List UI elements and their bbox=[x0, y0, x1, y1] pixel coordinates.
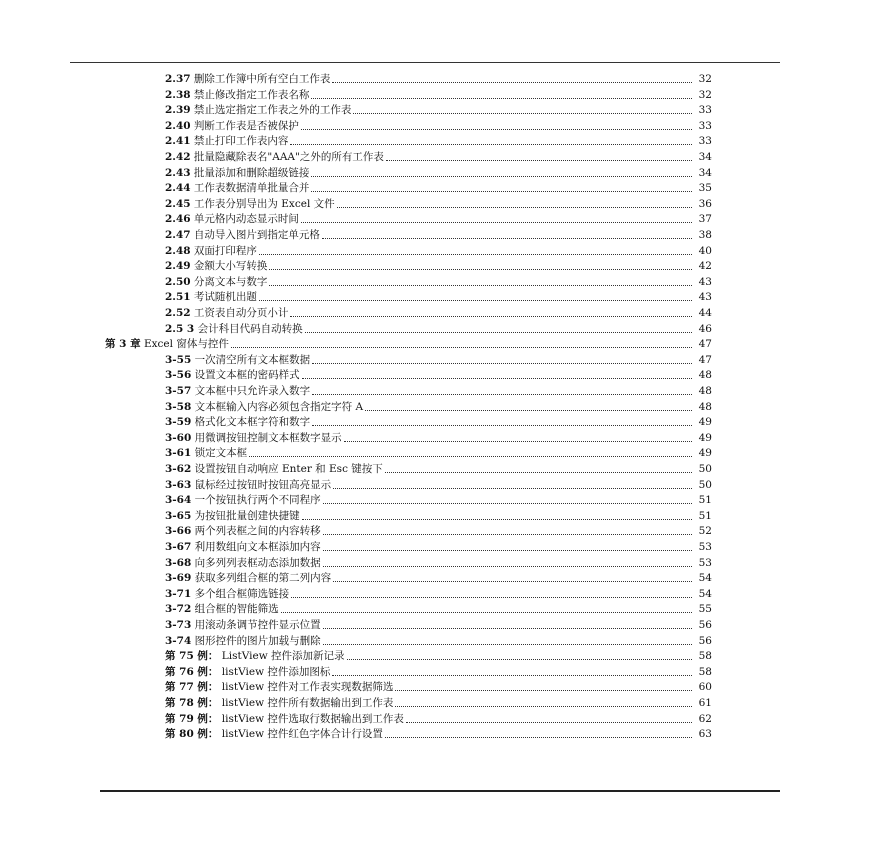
toc-entry-page: 56 bbox=[698, 619, 712, 631]
toc-entry-title: 格式化文本框字符和数字 bbox=[194, 416, 311, 429]
toc-entry-label bbox=[165, 619, 321, 632]
dot-leader bbox=[332, 675, 692, 676]
toc-entry bbox=[165, 678, 712, 694]
toc-entry bbox=[165, 554, 712, 570]
dot-leader bbox=[311, 191, 692, 192]
toc-entry-number: 2.50 bbox=[165, 275, 191, 288]
toc-entry bbox=[165, 320, 712, 336]
toc-entry-number: 3-62 bbox=[165, 463, 192, 475]
toc-entry bbox=[165, 257, 712, 273]
toc-entry-number: 3-71 bbox=[165, 587, 192, 600]
footer-rule bbox=[100, 790, 780, 792]
toc-entry-label bbox=[165, 307, 288, 320]
dot-leader bbox=[395, 706, 692, 707]
toc-entry-page: 34 bbox=[698, 166, 712, 179]
toc-entry-page: 50 bbox=[698, 478, 712, 491]
toc-entry-label bbox=[165, 681, 393, 694]
toc-entry bbox=[165, 273, 712, 289]
toc-entry bbox=[165, 725, 712, 741]
toc-entry-page: 54 bbox=[698, 572, 712, 585]
toc-entry-title: 工资表自动分页小计 bbox=[193, 307, 289, 319]
toc-entry-title: 分离文本与数字 bbox=[193, 275, 268, 288]
dot-leader bbox=[323, 503, 692, 504]
toc-entry-label bbox=[165, 120, 299, 133]
dot-leader bbox=[323, 628, 692, 629]
dot-leader bbox=[323, 550, 692, 551]
toc-entry-title: 工作表数据清单批量合并 bbox=[193, 182, 310, 195]
dot-leader bbox=[311, 98, 692, 99]
toc-entry-title: 设置文本框的密码样式 bbox=[194, 369, 300, 382]
dot-leader bbox=[385, 472, 692, 473]
toc-entry-label bbox=[165, 603, 279, 616]
toc-entry-number: 第 3 章 bbox=[105, 338, 141, 351]
dot-leader bbox=[259, 254, 692, 255]
toc-entry bbox=[165, 195, 712, 211]
toc-entry-label bbox=[165, 198, 335, 211]
toc-entry bbox=[165, 148, 712, 164]
toc-entry-title: 批量隐藏除表名"AAA"之外的所有工作表 bbox=[193, 151, 384, 163]
toc-entry-page: 63 bbox=[698, 728, 712, 741]
toc-entry-title: listView 控件对工作表实现数据筛选 bbox=[221, 681, 394, 694]
toc-entry-number: 3-59 bbox=[165, 416, 192, 429]
toc-entry-label bbox=[165, 697, 393, 710]
toc-entry-number: 2.48 bbox=[165, 244, 191, 257]
toc-entry-title: 金额大小写转换 bbox=[193, 260, 268, 273]
toc-entry-number: 3-61 bbox=[165, 447, 192, 460]
dot-leader bbox=[322, 238, 692, 239]
toc-entry-label bbox=[165, 479, 331, 492]
toc-entry-label bbox=[165, 650, 345, 663]
dot-leader bbox=[395, 690, 692, 691]
toc-entry bbox=[165, 304, 712, 320]
toc-entry bbox=[165, 647, 712, 663]
toc-entry-page: 34 bbox=[698, 151, 712, 163]
toc-entry bbox=[165, 444, 712, 460]
toc-entry-title: 单元格内动态显示时间 bbox=[193, 213, 299, 226]
toc-entry-label bbox=[165, 572, 331, 585]
dot-leader bbox=[385, 737, 692, 738]
toc-entry-number: 3-72 bbox=[165, 603, 192, 616]
toc-entry-title: 利用数组向文本框添加内容 bbox=[194, 541, 321, 553]
toc-entry-label bbox=[165, 229, 320, 242]
dot-leader bbox=[333, 488, 692, 489]
toc-entry bbox=[165, 101, 712, 117]
dot-leader bbox=[323, 644, 692, 645]
toc-entry-number: 2.39 bbox=[165, 104, 191, 117]
toc-entry-title: 会计科目代码自动转换 bbox=[197, 322, 303, 335]
toc-entry-number: 2.38 bbox=[165, 88, 191, 101]
toc-entry-label bbox=[165, 167, 309, 180]
toc-entry-page: 54 bbox=[698, 587, 712, 600]
toc-entry-number: 3-55 bbox=[165, 353, 192, 366]
toc-entry-label bbox=[165, 245, 257, 258]
toc-entry-title: 文本框输入内容必须包含指定字符 A bbox=[194, 400, 364, 413]
toc-entry-number: 3-69 bbox=[165, 572, 192, 585]
toc-entry-number: 3-68 bbox=[165, 556, 192, 569]
toc-entry-title: listView 控件添加图标 bbox=[221, 665, 331, 678]
toc-entry-label bbox=[165, 510, 300, 523]
toc-entry-number: 3-65 bbox=[165, 509, 192, 522]
toc-entry-page: 35 bbox=[698, 182, 712, 195]
toc-entry-title: 组合框的智能筛选 bbox=[194, 603, 279, 616]
toc-entry-title: 获取多列组合框的第二列内容 bbox=[194, 572, 332, 585]
toc-entry-title: 考试随机出题 bbox=[193, 291, 257, 304]
dot-leader bbox=[290, 144, 692, 145]
toc-entry-page: 49 bbox=[698, 447, 712, 460]
toc-entry-title: 一次清空所有文本框数据 bbox=[194, 353, 311, 366]
toc-entry-page: 51 bbox=[698, 509, 712, 522]
toc-entry-number: 2.5 3 bbox=[165, 322, 195, 335]
toc-entry-page: 62 bbox=[698, 712, 712, 725]
toc-entry-page: 44 bbox=[698, 307, 712, 319]
toc-entry-number: 3-63 bbox=[165, 478, 192, 491]
toc-entry bbox=[165, 538, 712, 554]
toc-entry-page: 58 bbox=[698, 665, 712, 678]
toc-entry bbox=[165, 366, 712, 382]
toc-entry-title: 多个组合框筛选链接 bbox=[194, 587, 290, 600]
toc-entry bbox=[165, 382, 712, 398]
dot-leader bbox=[302, 519, 692, 520]
toc-entry-number: 2.47 bbox=[165, 229, 191, 241]
dot-leader bbox=[323, 534, 692, 535]
toc-entry-number: 2.37 bbox=[165, 73, 191, 85]
toc-entry-label bbox=[165, 525, 321, 538]
dot-leader bbox=[347, 659, 692, 660]
toc-entry-page: 53 bbox=[698, 556, 712, 569]
toc-entry-page: 33 bbox=[698, 119, 712, 132]
toc-entry-page: 49 bbox=[698, 416, 712, 429]
toc-entry-label bbox=[165, 276, 267, 289]
toc-entry-title: 文本框中只允许录入数字 bbox=[194, 385, 311, 397]
toc-entry-title: listView 控件红色字体合计行设置 bbox=[221, 728, 383, 741]
toc-entry-title: 工作表分别导出为 Excel 文件 bbox=[193, 197, 335, 210]
toc-entry bbox=[165, 398, 712, 414]
toc-entry-page: 40 bbox=[698, 244, 712, 257]
toc-entry-number: 2.43 bbox=[165, 166, 191, 179]
toc-entry-number: 3-56 bbox=[165, 369, 192, 382]
toc-entry-page: 49 bbox=[698, 431, 712, 444]
toc-entry bbox=[165, 491, 712, 507]
toc-entry-number: 3-74 bbox=[165, 634, 192, 647]
toc-entry bbox=[165, 351, 712, 367]
dot-leader bbox=[332, 82, 692, 83]
toc-entry-label bbox=[165, 401, 363, 414]
toc-entry-page: 51 bbox=[698, 494, 712, 507]
toc-entry bbox=[165, 460, 712, 476]
toc-entry-page: 42 bbox=[698, 260, 712, 273]
toc-entry-page: 50 bbox=[698, 463, 712, 475]
toc-entry-title: 一个按钮执行两个不同程序 bbox=[194, 494, 321, 507]
toc-entry-page: 43 bbox=[698, 291, 712, 304]
toc-entry-label bbox=[165, 541, 321, 554]
toc-entry-label bbox=[105, 338, 229, 351]
toc-entry-number: 3-58 bbox=[165, 400, 192, 413]
toc-entry-page: 52 bbox=[698, 525, 712, 538]
toc-entry bbox=[165, 210, 712, 226]
toc-entry-page: 48 bbox=[698, 369, 712, 382]
toc-entry-title: 批量添加和删除超级链接 bbox=[193, 166, 310, 179]
dot-leader bbox=[291, 597, 692, 598]
toc-entry-label bbox=[165, 635, 321, 648]
toc-entry-number: 2.41 bbox=[165, 135, 191, 148]
toc-entry bbox=[165, 476, 712, 492]
toc-entry-number: 第 79 例： bbox=[165, 712, 219, 725]
toc-entry-label bbox=[165, 588, 289, 601]
dot-leader bbox=[344, 441, 692, 442]
toc-entry-page: 38 bbox=[698, 229, 712, 241]
toc-entry-title: 用微调按钮控制文本框数字显示 bbox=[194, 431, 342, 444]
dot-leader bbox=[301, 222, 692, 223]
toc-entry-number: 3-64 bbox=[165, 494, 192, 507]
toc-entry-number: 3-60 bbox=[165, 431, 192, 444]
toc-entry-label bbox=[165, 104, 351, 117]
toc-entry-page: 53 bbox=[698, 541, 712, 553]
toc-entry-title: 禁止选定指定工作表之外的工作表 bbox=[193, 104, 352, 117]
toc-entry bbox=[165, 585, 712, 601]
toc-entry-number: 2.42 bbox=[165, 151, 191, 163]
toc-entry-page: 56 bbox=[698, 634, 712, 647]
toc-entry-label bbox=[165, 416, 310, 429]
toc-entry-page: 60 bbox=[698, 681, 712, 694]
toc-entry-page: 37 bbox=[698, 213, 712, 226]
toc-entry-title: 判断工作表是否被保护 bbox=[193, 119, 299, 132]
dot-leader bbox=[302, 378, 692, 379]
toc-entry-number: 3-73 bbox=[165, 619, 192, 631]
toc-entry bbox=[165, 226, 712, 242]
toc-entry-label bbox=[165, 463, 383, 476]
toc-entry bbox=[165, 288, 712, 304]
dot-leader bbox=[312, 363, 692, 364]
toc-entry-label bbox=[165, 354, 310, 367]
toc-entry-page: 61 bbox=[698, 697, 712, 709]
toc-entry bbox=[165, 179, 712, 195]
toc-entry-label bbox=[165, 369, 300, 382]
toc-entry-page: 32 bbox=[698, 88, 712, 101]
dot-leader bbox=[312, 394, 692, 395]
dot-leader bbox=[311, 176, 692, 177]
toc-entry-page: 47 bbox=[698, 338, 712, 351]
toc-entry-title: 自动导入图片到指定单元格 bbox=[193, 229, 320, 241]
dot-leader bbox=[301, 129, 692, 130]
toc-entry bbox=[165, 522, 712, 538]
toc-entry-label bbox=[165, 89, 309, 102]
toc-entry-page: 32 bbox=[698, 73, 712, 85]
toc-entry-label bbox=[165, 151, 384, 164]
dot-leader bbox=[386, 160, 692, 161]
dot-leader bbox=[323, 566, 692, 567]
dot-leader bbox=[259, 300, 692, 301]
toc-entry bbox=[165, 413, 712, 429]
dot-leader bbox=[337, 207, 692, 208]
dot-leader bbox=[249, 456, 692, 457]
toc-entry-label bbox=[165, 135, 288, 148]
toc-entry bbox=[165, 569, 712, 585]
toc-entry-label bbox=[165, 728, 383, 741]
toc-entry bbox=[165, 242, 712, 258]
toc-entry-number: 3-57 bbox=[165, 385, 192, 397]
toc-entry-page: 46 bbox=[698, 322, 712, 335]
toc-entry bbox=[165, 70, 712, 86]
dot-leader bbox=[312, 425, 692, 426]
toc-entry-number: 2.49 bbox=[165, 260, 191, 273]
toc-entry bbox=[165, 86, 712, 102]
toc-entry-number: 3-66 bbox=[165, 525, 192, 538]
toc-entry-label bbox=[165, 666, 330, 679]
toc-entry-label bbox=[165, 432, 342, 445]
toc-entry-page: 48 bbox=[698, 385, 712, 397]
dot-leader bbox=[281, 612, 692, 613]
toc-entry bbox=[165, 429, 712, 445]
toc-entry-title: Excel 窗体与控件 bbox=[143, 338, 229, 351]
toc-entry-label bbox=[165, 73, 330, 86]
dot-leader bbox=[269, 285, 692, 286]
dot-leader bbox=[406, 722, 692, 723]
toc-entry-title: 为按钮批量创建快捷键 bbox=[194, 509, 300, 522]
toc-entry-number: 2.46 bbox=[165, 213, 191, 226]
toc-entry bbox=[165, 710, 712, 726]
toc-entry bbox=[105, 335, 712, 351]
toc-entry-number: 第 77 例： bbox=[165, 681, 219, 694]
toc-entry-title: 锁定文本框 bbox=[194, 447, 248, 460]
toc-entry-title: 图形控件的图片加载与删除 bbox=[194, 634, 321, 647]
toc-entry-number: 2.51 bbox=[165, 291, 191, 304]
toc-entry bbox=[165, 117, 712, 133]
toc-entry bbox=[165, 507, 712, 523]
toc-entry-number: 2.45 bbox=[165, 197, 191, 210]
toc-entry bbox=[165, 694, 712, 710]
toc-entry-page: 36 bbox=[698, 197, 712, 210]
dot-leader bbox=[365, 410, 692, 411]
toc-entry-label bbox=[165, 385, 310, 398]
toc-entry-title: 两个列表框之间的内容转移 bbox=[194, 525, 321, 538]
toc-entry-title: listView 控件选取行数据输出到工作表 bbox=[221, 712, 404, 725]
dot-leader bbox=[305, 332, 692, 333]
toc-entry-title: 删除工作簿中所有空白工作表 bbox=[193, 73, 331, 85]
dot-leader bbox=[333, 581, 692, 582]
toc-entry-title: 禁止修改指定工作表名称 bbox=[193, 88, 310, 101]
toc-entry bbox=[165, 164, 712, 180]
toc-entry-label bbox=[165, 182, 309, 195]
toc-entry-label bbox=[165, 713, 404, 726]
toc-entry-page: 58 bbox=[698, 650, 712, 663]
dot-leader bbox=[231, 347, 692, 348]
toc-entry-title: 禁止打印工作表内容 bbox=[193, 135, 289, 148]
dot-leader bbox=[290, 316, 692, 317]
toc-entry-page: 33 bbox=[698, 104, 712, 117]
toc-entry-label bbox=[165, 213, 299, 226]
toc-entry-page: 33 bbox=[698, 135, 712, 148]
toc-entry bbox=[165, 632, 712, 648]
toc-entry bbox=[165, 616, 712, 632]
toc-entry-number: 2.52 bbox=[165, 307, 191, 319]
toc-entry-title: 设置按钮自动响应 Enter 和 Esc 键按下 bbox=[194, 463, 383, 475]
toc-entry-number: 2.40 bbox=[165, 119, 191, 132]
toc-entry-title: 用滚动条调节控件显示位置 bbox=[194, 619, 321, 631]
toc-entry-number: 第 76 例： bbox=[165, 665, 219, 678]
toc-entry-label bbox=[165, 323, 303, 336]
toc-entry-number: 第 78 例： bbox=[165, 697, 219, 709]
toc-entry bbox=[165, 600, 712, 616]
toc-entry-page: 55 bbox=[698, 603, 712, 616]
dot-leader bbox=[353, 113, 692, 114]
toc-entry-title: 向多列列表框动态添加数据 bbox=[194, 556, 321, 569]
toc-entry-number: 第 75 例： bbox=[165, 650, 219, 663]
toc-entry-page: 47 bbox=[698, 353, 712, 366]
toc-entry-number: 第 80 例： bbox=[165, 728, 219, 741]
toc-entry-page: 48 bbox=[698, 400, 712, 413]
toc-entry-label bbox=[165, 447, 247, 460]
header-rule bbox=[70, 62, 780, 63]
toc-entry-label bbox=[165, 260, 267, 273]
toc-entry bbox=[165, 663, 712, 679]
toc-entry-title: ListView 控件添加新记录 bbox=[221, 650, 345, 663]
toc-entry-label bbox=[165, 291, 257, 304]
toc-entry bbox=[165, 132, 712, 148]
toc-entry-title: 双面打印程序 bbox=[193, 244, 257, 257]
toc-entry-label bbox=[165, 494, 321, 507]
toc-entry-number: 3-67 bbox=[165, 541, 192, 553]
toc-entry-title: listView 控件所有数据输出到工作表 bbox=[221, 697, 394, 709]
dot-leader bbox=[269, 269, 692, 270]
toc-entry-label bbox=[165, 557, 321, 570]
toc-entry-page: 43 bbox=[698, 275, 712, 288]
toc-entry-number: 2.44 bbox=[165, 182, 191, 195]
toc-entry-title: 鼠标经过按钮时按钮高亮显示 bbox=[194, 478, 332, 491]
